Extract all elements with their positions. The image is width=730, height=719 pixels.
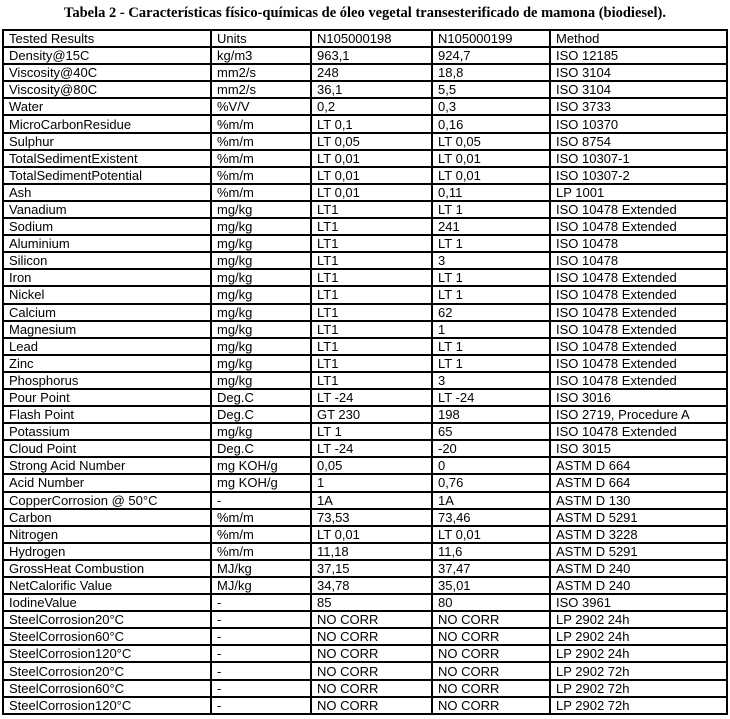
table-cell: 62 xyxy=(432,304,550,321)
table-cell: Vanadium xyxy=(3,201,211,218)
table-cell: 963,1 xyxy=(311,47,432,64)
table-cell: 11,6 xyxy=(432,543,550,560)
table-cell: MicroCarbonResidue xyxy=(3,115,211,132)
table-cell: - xyxy=(211,611,311,628)
table-cell: 36,1 xyxy=(311,81,432,98)
table-cell: Magnesium xyxy=(3,321,211,338)
table-row xyxy=(3,64,727,81)
table-cell: GT 230 xyxy=(311,406,432,423)
table-cell: NO CORR xyxy=(432,662,550,679)
table-row xyxy=(3,150,727,167)
table-cell: MJ/kg xyxy=(211,577,311,594)
table-row xyxy=(3,611,727,628)
table-cell: NO CORR xyxy=(311,662,432,679)
table-cell: mg/kg xyxy=(211,286,311,303)
table-row xyxy=(3,338,727,355)
table-cell: NO CORR xyxy=(432,645,550,662)
table-cell: Zinc xyxy=(3,355,211,372)
table-cell: 5,5 xyxy=(432,81,550,98)
table-row xyxy=(3,457,727,474)
table-row xyxy=(3,269,727,286)
table-cell: LT 0,01 xyxy=(432,526,550,543)
table-cell: - xyxy=(211,492,311,509)
table-cell: LT -24 xyxy=(311,389,432,406)
table-cell: Potassium xyxy=(3,423,211,440)
table-cell: LT1 xyxy=(311,321,432,338)
table-caption: Tabela 2 - Características físico-químicas de óleo vegetal transesterificado de mamona (biodiesel). xyxy=(64,5,666,21)
table-cell: Iron xyxy=(3,269,211,286)
table-cell: LT 0,01 xyxy=(432,167,550,184)
table-cell: ISO 10478 Extended xyxy=(550,201,727,218)
table-cell: TotalSedimentPotential xyxy=(3,167,211,184)
table-cell: LT 1 xyxy=(432,235,550,252)
table-cell: 80 xyxy=(432,594,550,611)
table-cell: - xyxy=(211,628,311,645)
table-cell: 0,11 xyxy=(432,184,550,201)
table-row xyxy=(3,201,727,218)
table-cell: ASTM D 5291 xyxy=(550,509,727,526)
table-row xyxy=(3,98,727,115)
column-header: N105000199 xyxy=(432,30,550,47)
table-cell: SteelCorrosion120°C xyxy=(3,645,211,662)
table-cell: NO CORR xyxy=(311,645,432,662)
table-cell: mg/kg xyxy=(211,338,311,355)
column-header: N105000198 xyxy=(311,30,432,47)
table-row xyxy=(3,252,727,269)
table-cell: Silicon xyxy=(3,252,211,269)
table-cell: LT 1 xyxy=(432,269,550,286)
table-cell: LT1 xyxy=(311,269,432,286)
table-cell: LT 0,01 xyxy=(311,167,432,184)
table-cell: SteelCorrosion60°C xyxy=(3,680,211,697)
table-cell: ISO 3104 xyxy=(550,64,727,81)
table-cell: LP 1001 xyxy=(550,184,727,201)
table-cell: 65 xyxy=(432,423,550,440)
table-cell: LT1 xyxy=(311,252,432,269)
table-cell: NO CORR xyxy=(311,697,432,714)
results-table xyxy=(2,29,728,715)
table-cell: NO CORR xyxy=(311,680,432,697)
table-cell: LT1 xyxy=(311,201,432,218)
column-header: Method xyxy=(550,30,727,47)
table-row xyxy=(3,577,727,594)
table-cell: IodineValue xyxy=(3,594,211,611)
table-cell: %V/V xyxy=(211,98,311,115)
table-row xyxy=(3,286,727,303)
table-cell: LT1 xyxy=(311,304,432,321)
table-cell: mm2/s xyxy=(211,64,311,81)
table-cell: %m/m xyxy=(211,115,311,132)
table-cell: - xyxy=(211,697,311,714)
table-cell: 85 xyxy=(311,594,432,611)
table-cell: ASTM D 5291 xyxy=(550,543,727,560)
table-cell: ISO 3015 xyxy=(550,440,727,457)
table-row xyxy=(3,167,727,184)
table-row xyxy=(3,423,727,440)
table-cell: mg/kg xyxy=(211,423,311,440)
table-cell: LT -24 xyxy=(311,440,432,457)
table-cell: NO CORR xyxy=(432,697,550,714)
table-cell: LT 0,01 xyxy=(432,150,550,167)
table-cell: GrossHeat Combustion xyxy=(3,560,211,577)
table-cell: LP 2902 24h xyxy=(550,628,727,645)
table-row xyxy=(3,697,727,714)
table-cell: LT 0,1 xyxy=(311,115,432,132)
table-row xyxy=(3,474,727,491)
table-cell: ASTM D 240 xyxy=(550,560,727,577)
table-cell: Aluminium xyxy=(3,235,211,252)
table-cell: ISO 3961 xyxy=(550,594,727,611)
table-row xyxy=(3,133,727,150)
table-row xyxy=(3,389,727,406)
table-cell: LT 1 xyxy=(432,355,550,372)
table-cell: LT -24 xyxy=(432,389,550,406)
table-row xyxy=(3,492,727,509)
table-row xyxy=(3,526,727,543)
table-cell: - xyxy=(211,594,311,611)
table-cell: 1A xyxy=(311,492,432,509)
table-cell: ISO 10478 Extended xyxy=(550,372,727,389)
table-cell: Acid Number xyxy=(3,474,211,491)
table-cell: mg/kg xyxy=(211,235,311,252)
table-cell: - xyxy=(211,645,311,662)
table-cell: - xyxy=(211,680,311,697)
table-cell: SteelCorrosion20°C xyxy=(3,662,211,679)
table-row xyxy=(3,406,727,423)
table-row xyxy=(3,115,727,132)
table-cell: LP 2902 24h xyxy=(550,645,727,662)
table-cell: NO CORR xyxy=(432,611,550,628)
table-cell: NO CORR xyxy=(432,680,550,697)
table-cell: NO CORR xyxy=(432,628,550,645)
table-cell: -20 xyxy=(432,440,550,457)
table-cell: ISO 2719, Procedure A xyxy=(550,406,727,423)
table-cell: ISO 10478 Extended xyxy=(550,423,727,440)
table-cell: LT1 xyxy=(311,235,432,252)
table-cell: Deg.C xyxy=(211,406,311,423)
table-cell: Water xyxy=(3,98,211,115)
table-cell: SteelCorrosion60°C xyxy=(3,628,211,645)
table-cell: ASTM D 3228 xyxy=(550,526,727,543)
table-cell: LP 2902 72h xyxy=(550,662,727,679)
table-cell: %m/m xyxy=(211,543,311,560)
table-cell: - xyxy=(211,662,311,679)
table-cell: mg/kg xyxy=(211,372,311,389)
table-cell: Sodium xyxy=(3,218,211,235)
table-cell: %m/m xyxy=(211,133,311,150)
table-cell: 73,53 xyxy=(311,509,432,526)
table-cell: %m/m xyxy=(211,150,311,167)
table-cell: ISO 10370 xyxy=(550,115,727,132)
table-cell: mg/kg xyxy=(211,218,311,235)
table-cell: mg/kg xyxy=(211,269,311,286)
table-cell: mg/kg xyxy=(211,252,311,269)
table-cell: ASTM D 130 xyxy=(550,492,727,509)
table-cell: 1 xyxy=(432,321,550,338)
table-cell: Deg.C xyxy=(211,389,311,406)
table-row xyxy=(3,543,727,560)
column-header: Units xyxy=(211,30,311,47)
table-cell: Calcium xyxy=(3,304,211,321)
table-cell: 11,18 xyxy=(311,543,432,560)
table-cell: 34,78 xyxy=(311,577,432,594)
table-cell: mm2/s xyxy=(211,81,311,98)
table-cell: %m/m xyxy=(211,167,311,184)
table-cell: Phosphorus xyxy=(3,372,211,389)
table-cell: Strong Acid Number xyxy=(3,457,211,474)
table-row xyxy=(3,560,727,577)
table-header-row xyxy=(3,30,727,47)
table-row xyxy=(3,680,727,697)
table-cell: TotalSedimentExistent xyxy=(3,150,211,167)
table-cell: 37,15 xyxy=(311,560,432,577)
table-cell: MJ/kg xyxy=(211,560,311,577)
table-cell: ISO 10478 Extended xyxy=(550,304,727,321)
table-cell: LP 2902 72h xyxy=(550,680,727,697)
table-row xyxy=(3,81,727,98)
table-cell: %m/m xyxy=(211,184,311,201)
table-cell: ISO 10307-2 xyxy=(550,167,727,184)
table-cell: Lead xyxy=(3,338,211,355)
table-cell: 73,46 xyxy=(432,509,550,526)
table-cell: 3 xyxy=(432,372,550,389)
table-cell: ASTM D 664 xyxy=(550,457,727,474)
table-cell: ISO 10478 xyxy=(550,252,727,269)
table-cell: mg/kg xyxy=(211,355,311,372)
table-cell: 0,2 xyxy=(311,98,432,115)
table-cell: LT 1 xyxy=(311,423,432,440)
table-row xyxy=(3,235,727,252)
table-cell: LP 2902 72h xyxy=(550,697,727,714)
table-cell: Nickel xyxy=(3,286,211,303)
table-cell: 18,8 xyxy=(432,64,550,81)
table-cell: Viscosity@40C xyxy=(3,64,211,81)
table-cell: Sulphur xyxy=(3,133,211,150)
table-cell: Density@15C xyxy=(3,47,211,64)
table-row xyxy=(3,321,727,338)
table-cell: %m/m xyxy=(211,526,311,543)
table-cell: ISO 10478 Extended xyxy=(550,338,727,355)
table-row xyxy=(3,47,727,64)
table-cell: Nitrogen xyxy=(3,526,211,543)
table-cell: 241 xyxy=(432,218,550,235)
table-row xyxy=(3,304,727,321)
table-cell: mg KOH/g xyxy=(211,474,311,491)
table-cell: ISO 3733 xyxy=(550,98,727,115)
table-cell: LT 0,01 xyxy=(311,184,432,201)
table-cell: LT1 xyxy=(311,286,432,303)
table-cell: ISO 8754 xyxy=(550,133,727,150)
table-cell: LT 0,01 xyxy=(311,526,432,543)
table-cell: ISO 10478 Extended xyxy=(550,355,727,372)
table-cell: LP 2902 24h xyxy=(550,611,727,628)
column-header: Tested Results xyxy=(3,30,211,47)
table-cell: LT 0,05 xyxy=(311,133,432,150)
table-cell: LT 1 xyxy=(432,286,550,303)
table-cell: mg/kg xyxy=(211,304,311,321)
table-row xyxy=(3,594,727,611)
table-cell: ISO 3016 xyxy=(550,389,727,406)
table-row xyxy=(3,645,727,662)
table-row xyxy=(3,440,727,457)
table-cell: Deg.C xyxy=(211,440,311,457)
table-row xyxy=(3,355,727,372)
table-cell: 0,16 xyxy=(432,115,550,132)
table-cell: LT1 xyxy=(311,218,432,235)
table-cell: 924,7 xyxy=(432,47,550,64)
table-cell: Pour Point xyxy=(3,389,211,406)
table-cell: ISO 12185 xyxy=(550,47,727,64)
table-row xyxy=(3,218,727,235)
table-cell: LT 0,01 xyxy=(311,150,432,167)
table-cell: Hydrogen xyxy=(3,543,211,560)
table-cell: NetCalorific Value xyxy=(3,577,211,594)
table-row xyxy=(3,184,727,201)
table-cell: Carbon xyxy=(3,509,211,526)
table-body xyxy=(3,47,727,714)
table-cell: NO CORR xyxy=(311,628,432,645)
table-row xyxy=(3,628,727,645)
table-cell: Flash Point xyxy=(3,406,211,423)
table-cell: 37,47 xyxy=(432,560,550,577)
table-cell: 0 xyxy=(432,457,550,474)
table-cell: 198 xyxy=(432,406,550,423)
table-cell: SteelCorrosion120°C xyxy=(3,697,211,714)
table-cell: ISO 10478 Extended xyxy=(550,286,727,303)
table-cell: ISO 10478 Extended xyxy=(550,321,727,338)
table-cell: 1A xyxy=(432,492,550,509)
table-row xyxy=(3,509,727,526)
table-cell: Cloud Point xyxy=(3,440,211,457)
table-cell: LT 1 xyxy=(432,338,550,355)
table-cell: 3 xyxy=(432,252,550,269)
table-cell: 0,05 xyxy=(311,457,432,474)
table-cell: LT 1 xyxy=(432,201,550,218)
table-cell: kg/m3 xyxy=(211,47,311,64)
table-cell: ASTM D 240 xyxy=(550,577,727,594)
table-row xyxy=(3,372,727,389)
table-cell: ISO 10478 Extended xyxy=(550,269,727,286)
table-cell: LT1 xyxy=(311,355,432,372)
table-cell: ISO 3104 xyxy=(550,81,727,98)
table-cell: NO CORR xyxy=(311,611,432,628)
table-row xyxy=(3,662,727,679)
table-cell: 1 xyxy=(311,474,432,491)
table-cell: ISO 10307-1 xyxy=(550,150,727,167)
table-cell: Ash xyxy=(3,184,211,201)
table-cell: SteelCorrosion20°C xyxy=(3,611,211,628)
table-header xyxy=(3,30,727,47)
table-cell: LT1 xyxy=(311,372,432,389)
table-cell: LT 0,05 xyxy=(432,133,550,150)
table-cell: mg/kg xyxy=(211,201,311,218)
table-cell: CopperCorrosion @ 50°C xyxy=(3,492,211,509)
table-cell: ISO 10478 Extended xyxy=(550,218,727,235)
table-cell: LT1 xyxy=(311,338,432,355)
table-cell: mg/kg xyxy=(211,321,311,338)
table-cell: Viscosity@80C xyxy=(3,81,211,98)
table-cell: 248 xyxy=(311,64,432,81)
table-cell: 35,01 xyxy=(432,577,550,594)
table-cell: 0,3 xyxy=(432,98,550,115)
table-cell: %m/m xyxy=(211,509,311,526)
table-cell: mg KOH/g xyxy=(211,457,311,474)
table-cell: 0,76 xyxy=(432,474,550,491)
table-cell: ISO 10478 xyxy=(550,235,727,252)
table-cell: ASTM D 664 xyxy=(550,474,727,491)
